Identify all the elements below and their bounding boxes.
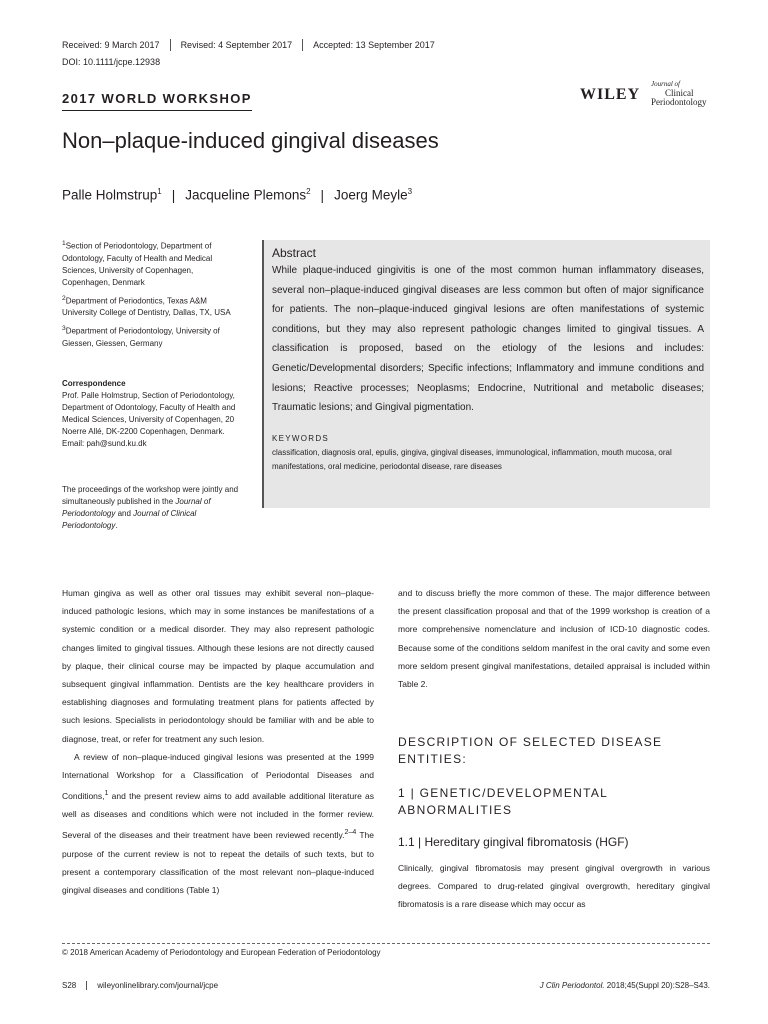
affiliations (62, 238, 242, 354)
keywords-heading: KEYWORDS (272, 433, 330, 443)
received-date: Received: 9 March 2017 (62, 40, 160, 50)
page-number: S28 (62, 981, 87, 990)
author[interactable]: Jacqueline Plemons$^2$ (185, 187, 311, 203)
journal-logo-line2: Clinical (665, 88, 694, 98)
abstract-text: While plaque-induced gingivitis is one of the most common human inflammatory diseases, several non–plaque-induced gingival diseases are less common but often of major significance for patients. The non–plaque-induced gingival lesions are often manifestations of systemic conditions, but they may also represent pathologic changes limited to gingival tissues. A classification is proposed, based on the etiology of the lesions and includes: Genetic/Developmental disorders; Specific infections; Inflammatory and immune conditions and lesions; Reactive processes; Neoplasms; Endocrine, Nutritional and metabolic diseases; Traumatic lesions; and Gingival pigmentation. (272, 265, 704, 414)
section-heading: 1 | GENETIC/DEVELOPMENTAL ABNORMALITIES (398, 786, 608, 817)
revised-date: Revised: 4 September 2017 (170, 39, 303, 51)
abstract-box (262, 240, 710, 508)
doi[interactable]: DOI: 10.1111/jcpe.12938 (62, 57, 161, 67)
journal-logo (651, 80, 707, 107)
citation: J Clin Periodontol. 2018;45(Suppl 20):S28–S43. (539, 981, 710, 990)
keywords-list: classification, diagnosis oral, epulis, gingiva, gingival diseases, immunological, inflammation, mouth mucosa, oral manifestations, oral medicine, periodontal disease, rare diseases (272, 447, 672, 472)
copyright: © 2018 American Academy of Periodontology and European Federation of Periodontology (62, 948, 381, 957)
author-list (62, 187, 412, 203)
citation-ref[interactable]: 1 (104, 789, 109, 798)
correspondence (62, 378, 242, 450)
article-dates (62, 39, 445, 51)
article-title: Non–plaque-induced gingival diseases (62, 128, 439, 153)
section-heading: DESCRIPTION OF SELECTED DISEASE ENTITIES: (398, 735, 663, 766)
correspondence-label: Correspondence (62, 379, 126, 388)
affiliation: $^3$Department of Periodontology, University of Giessen, Giessen, Germany (62, 325, 220, 348)
author[interactable]: Palle Holmstrup$^1$ (62, 187, 162, 203)
accepted-date: Accepted: 13 September 2017 (302, 39, 445, 51)
paragraph: Human gingiva as well as other oral tissues may exhibit several non–plaque-induced pathologic lesions, which may in some instances be manifestations of a systemic condition or a medical disorder. They may also represent pathologic changes limited to gingival tissues. Although these lesions are not directly caused by plaque, their clinical course may be impacted by plaque accumulation and subsequent gingival inflammation. Dentists are the key healthcare providers in establishing diagnoses and formulating treatment plans for patients affected by such lesions. Specialists in periodontology should be familiar with and be able to diagnose, treat, or refer for treatment any such lesion. (62, 588, 374, 744)
paragraph: A review of non–plaque-induced gingival lesions was presented at the 1999 International Workshop for a Classification of Periodontal Diseases and Conditions,$^1$ and the present review aims to add available additional literature as well as diseases and conditions which were not included in the former review. Several of the diseases and their treatment have been reviewed recently.$^{2-4}$ The purpose of the current review is not to repeat the details of such texts, but to present a contemporary classification of the most relevant non–plaque-induced gingival diseases and conditions (Table 1) (62, 751, 374, 895)
section-label: 2017 WORLD WORKSHOP (62, 91, 252, 111)
author-separator: | (171, 187, 176, 203)
footer-divider (62, 943, 710, 944)
abstract-heading: Abstract (272, 246, 317, 260)
paragraph: and to discuss briefly the more common of these. The major difference between the present classification proposal and that of the 1999 workshop is creation of a more comprehensive nomenclature and inclusion of ICD-10 diagnostic codes. Because some of the conditions seldom manifest in the oral cavity and some even more seldom present gingival manifestations, detailed appraisal is included within Table 2. (398, 588, 710, 690)
citation-ref[interactable]: 2–4 (344, 828, 357, 837)
author[interactable]: Joerg Meyle$^3$ (334, 187, 413, 203)
body-column-left (62, 584, 374, 899)
publisher-logo: WILEY (580, 86, 641, 103)
proceedings-note: The proceedings of the workshop were jointly and simultaneously published in the Journal of Periodontology and Journal of Clinical Periodontology. (62, 485, 239, 530)
journal-url[interactable]: wileyonlinelibrary.com/journal/jcpe (97, 981, 219, 990)
page-footer (62, 981, 710, 990)
journal-logo-line1: Journal of (651, 80, 680, 88)
body-column-right-continued (398, 859, 710, 914)
journal-logo-line3: Periodontology (651, 97, 707, 107)
subsection-heading: 1.1 | Hereditary gingival fibromatosis (HGF) (398, 835, 629, 849)
paragraph: Clinically, gingival fibromatosis may present gingival overgrowth in various degrees. Compared to drug-related gingival overgrowth, hereditary gingival fibromatosis is a rare disease which may occur as (398, 863, 710, 910)
correspondence-email[interactable]: Email: pah@sund.ku.dk (62, 439, 147, 448)
affiliation: $^1$Section of Periodontology, Department of Odontology, Faculty of Health and Medical Sciences, University of Copenhagen, Copenhagen, Denmark (62, 240, 213, 287)
affiliation: $^2$Department of Periodontics, Texas A&M University College of Dentistry, Dallas, TX, USA (62, 294, 231, 318)
author-separator: | (320, 187, 325, 203)
correspondence-address: Prof. Palle Holmstrup, Section of Periodontology, Department of Odontology, Faculty of Health and Medical Sciences, University of Copenhagen, 20 Noerre Allé, DK-2200 Copenhagen, Denmark. (62, 391, 236, 436)
body-column-right (398, 584, 710, 693)
